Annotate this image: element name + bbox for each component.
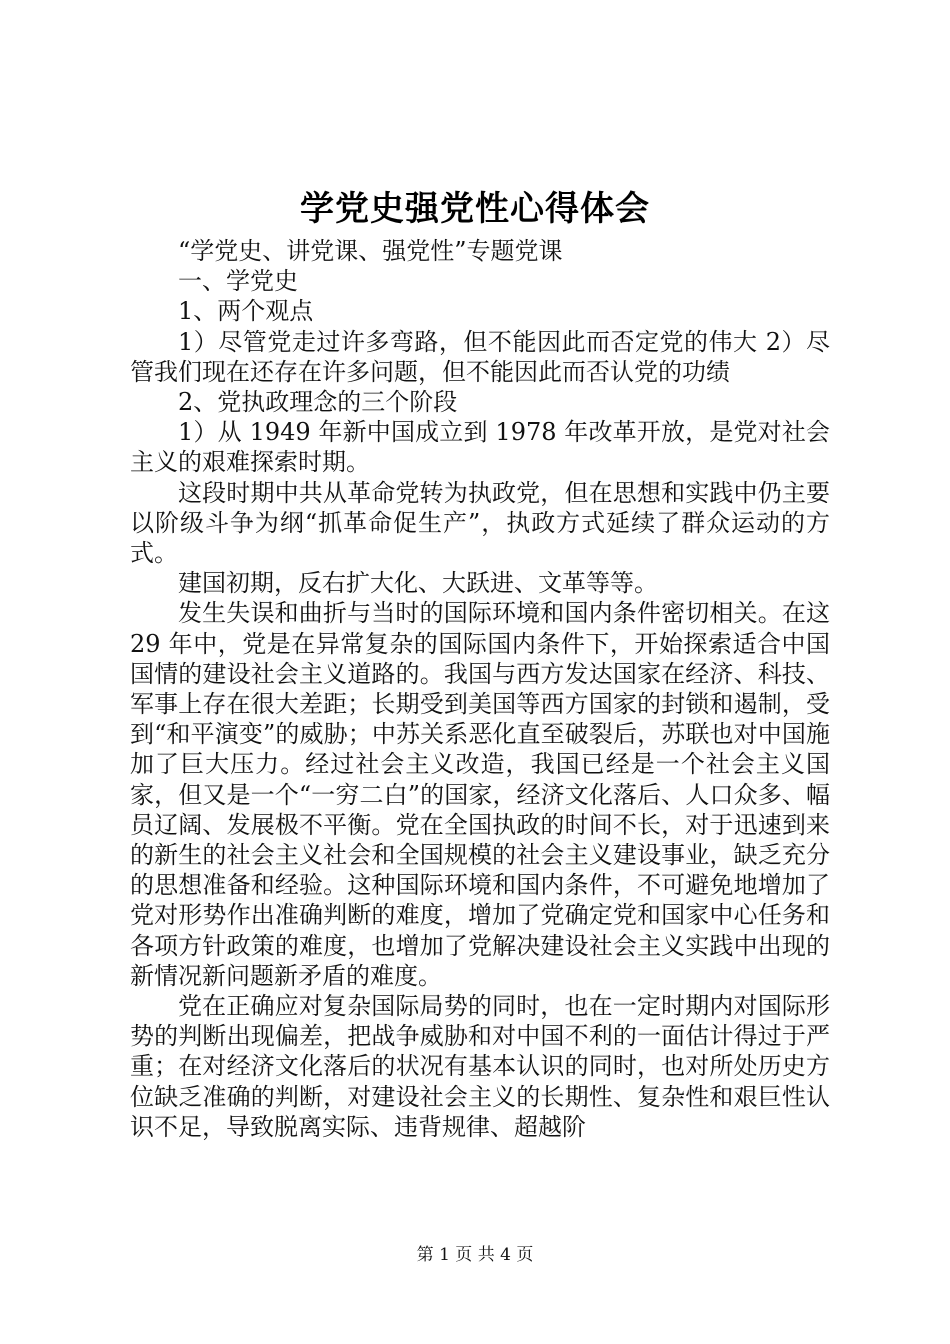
document-title: 学党史强党性心得体会 xyxy=(300,189,650,229)
page-footer: 第 1 页 共 4 页 xyxy=(416,1245,534,1265)
paragraph-stage-one: 1）从 1949 年新中国成立到 1978 年改革开放，是党对社会主义的艰难探索时期。 xyxy=(130,418,830,477)
paragraph-subheading-two-views: 1、两个观点 xyxy=(178,297,314,326)
paragraph-context: 发生失误和曲折与当时的国际环境和国内条件密切相关。在这 29 年中，党是在异常复杂的国际国内条件下，开始探索适合中国国情的建设社会主义道路的。我国与西方发达国家在经济、科技、军事上存在很大差距；长期受到美国等西方国家的封锁和遏制，受到“和平演变”的威胁；中苏关系恶化直至破裂后，苏联也对中国施加了巨大压力。经过社会主义改造，我国已经是一个社会主义国家，但又是一个“一穷二白”的国家，经济文化落后、人口众多、幅员辽阔、发展极不平衡。党在全国执政的时间不长，对于迅速到来的新生的社会主义社会和全国规模的社会主义建设事业，缺乏充分的思想准备和经验。这种国际环境和国内条件，不可避免地增加了党对形势作出准确判断的难度，增加了党确定党和国家中心任务和各项方针政策的难度，也增加了党解决建设社会主义实践中出现的新情况新问题新矛盾的难度。 xyxy=(130,599,830,990)
document-body xyxy=(130,236,830,1142)
paragraph-course-title: “学党史、讲党课、强党性”专题党课 xyxy=(178,237,563,265)
paragraph-two-views: 1）尽管党走过许多弯路，但不能因此而否定党的伟大 2）尽管我们现在还存在许多问题，但不能因此而否认党的功绩 xyxy=(130,327,830,386)
paragraph-stage-one-detail: 这段时期中共从革命党转为执政党，但在思想和实践中仍主要以阶级斗争为纲“抓革命促生产”，执政方式延续了群众运动的方式。 xyxy=(130,478,830,568)
paragraph-judgment: 党在正确应对复杂国际局势的同时，也在一定时期内对国际形势的判断出现偏差，把战争威胁和对中国不利的一面估计得过于严重；在对经济文化落后的状况有基本认识的同时，也对所处历史方位缺乏准确的判断，对建设社会主义的长期性、复杂性和艰巨性认识不足，导致脱离实际、违背规律、超越阶 xyxy=(130,992,830,1141)
paragraph-subheading-three-stages: 2、党执政理念的三个阶段 xyxy=(178,388,458,417)
paragraph-early-years: 建国初期，反右扩大化、大跃进、文革等等。 xyxy=(178,569,658,598)
paragraph-section-heading: 一、学党史 xyxy=(178,267,298,296)
